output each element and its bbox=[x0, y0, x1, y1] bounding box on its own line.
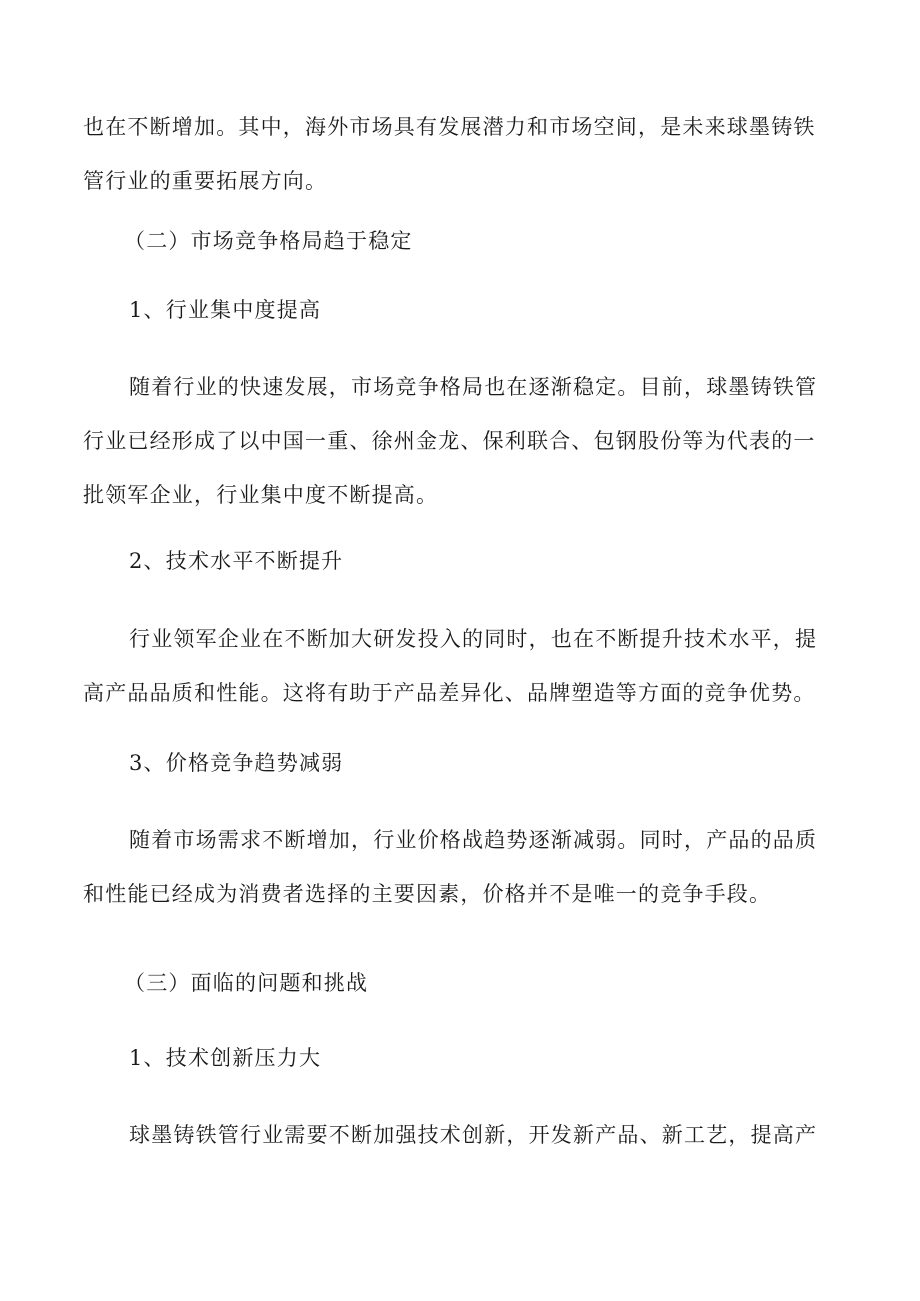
paragraph-line: 球墨铸铁管行业需要不断加强技术创新，开发新产品、新工艺，提高产 bbox=[129, 1123, 818, 1147]
sub-heading: 2、技术水平不断提升 bbox=[129, 549, 344, 573]
paragraph-line: 行业领军企业在不断加大研发投入的同时，也在不断提升技术水平，提 bbox=[129, 627, 818, 651]
paragraph-line: 也在不断增加。其中，海外市场具有发展潜力和市场空间，是未来球墨铸铁 bbox=[83, 115, 816, 139]
sub-heading: 3、价格竞争趋势减弱 bbox=[129, 751, 344, 775]
paragraph-line: 随着市场需求不断增加，行业价格战趋势逐渐减弱。同时，产品的品质 bbox=[129, 828, 818, 852]
paragraph-line: 批领军企业，行业集中度不断提高。 bbox=[83, 483, 439, 507]
paragraph-line: 管行业的重要拓展方向。 bbox=[83, 169, 328, 193]
section-heading: （二）市场竞争格局趋于稳定 bbox=[124, 229, 413, 253]
sub-heading: 1、技术创新压力大 bbox=[129, 1046, 322, 1070]
paragraph-line: 和性能已经成为消费者选择的主要因素，价格并不是唯一的竞争手段。 bbox=[83, 882, 772, 906]
paragraph-line: 随着行业的快速发展，市场竞争格局也在逐渐稳定。目前，球墨铸铁管 bbox=[129, 375, 818, 399]
paragraph-line: 高产品品质和性能。这将有助于产品差异化、品牌塑造等方面的竞争优势。 bbox=[83, 681, 816, 705]
section-heading: （三）面临的问题和挑战 bbox=[124, 971, 369, 995]
paragraph-line: 行业已经形成了以中国一重、徐州金龙、保利联合、包钢股份等为代表的一 bbox=[83, 429, 816, 453]
sub-heading: 1、行业集中度提高 bbox=[129, 298, 322, 322]
